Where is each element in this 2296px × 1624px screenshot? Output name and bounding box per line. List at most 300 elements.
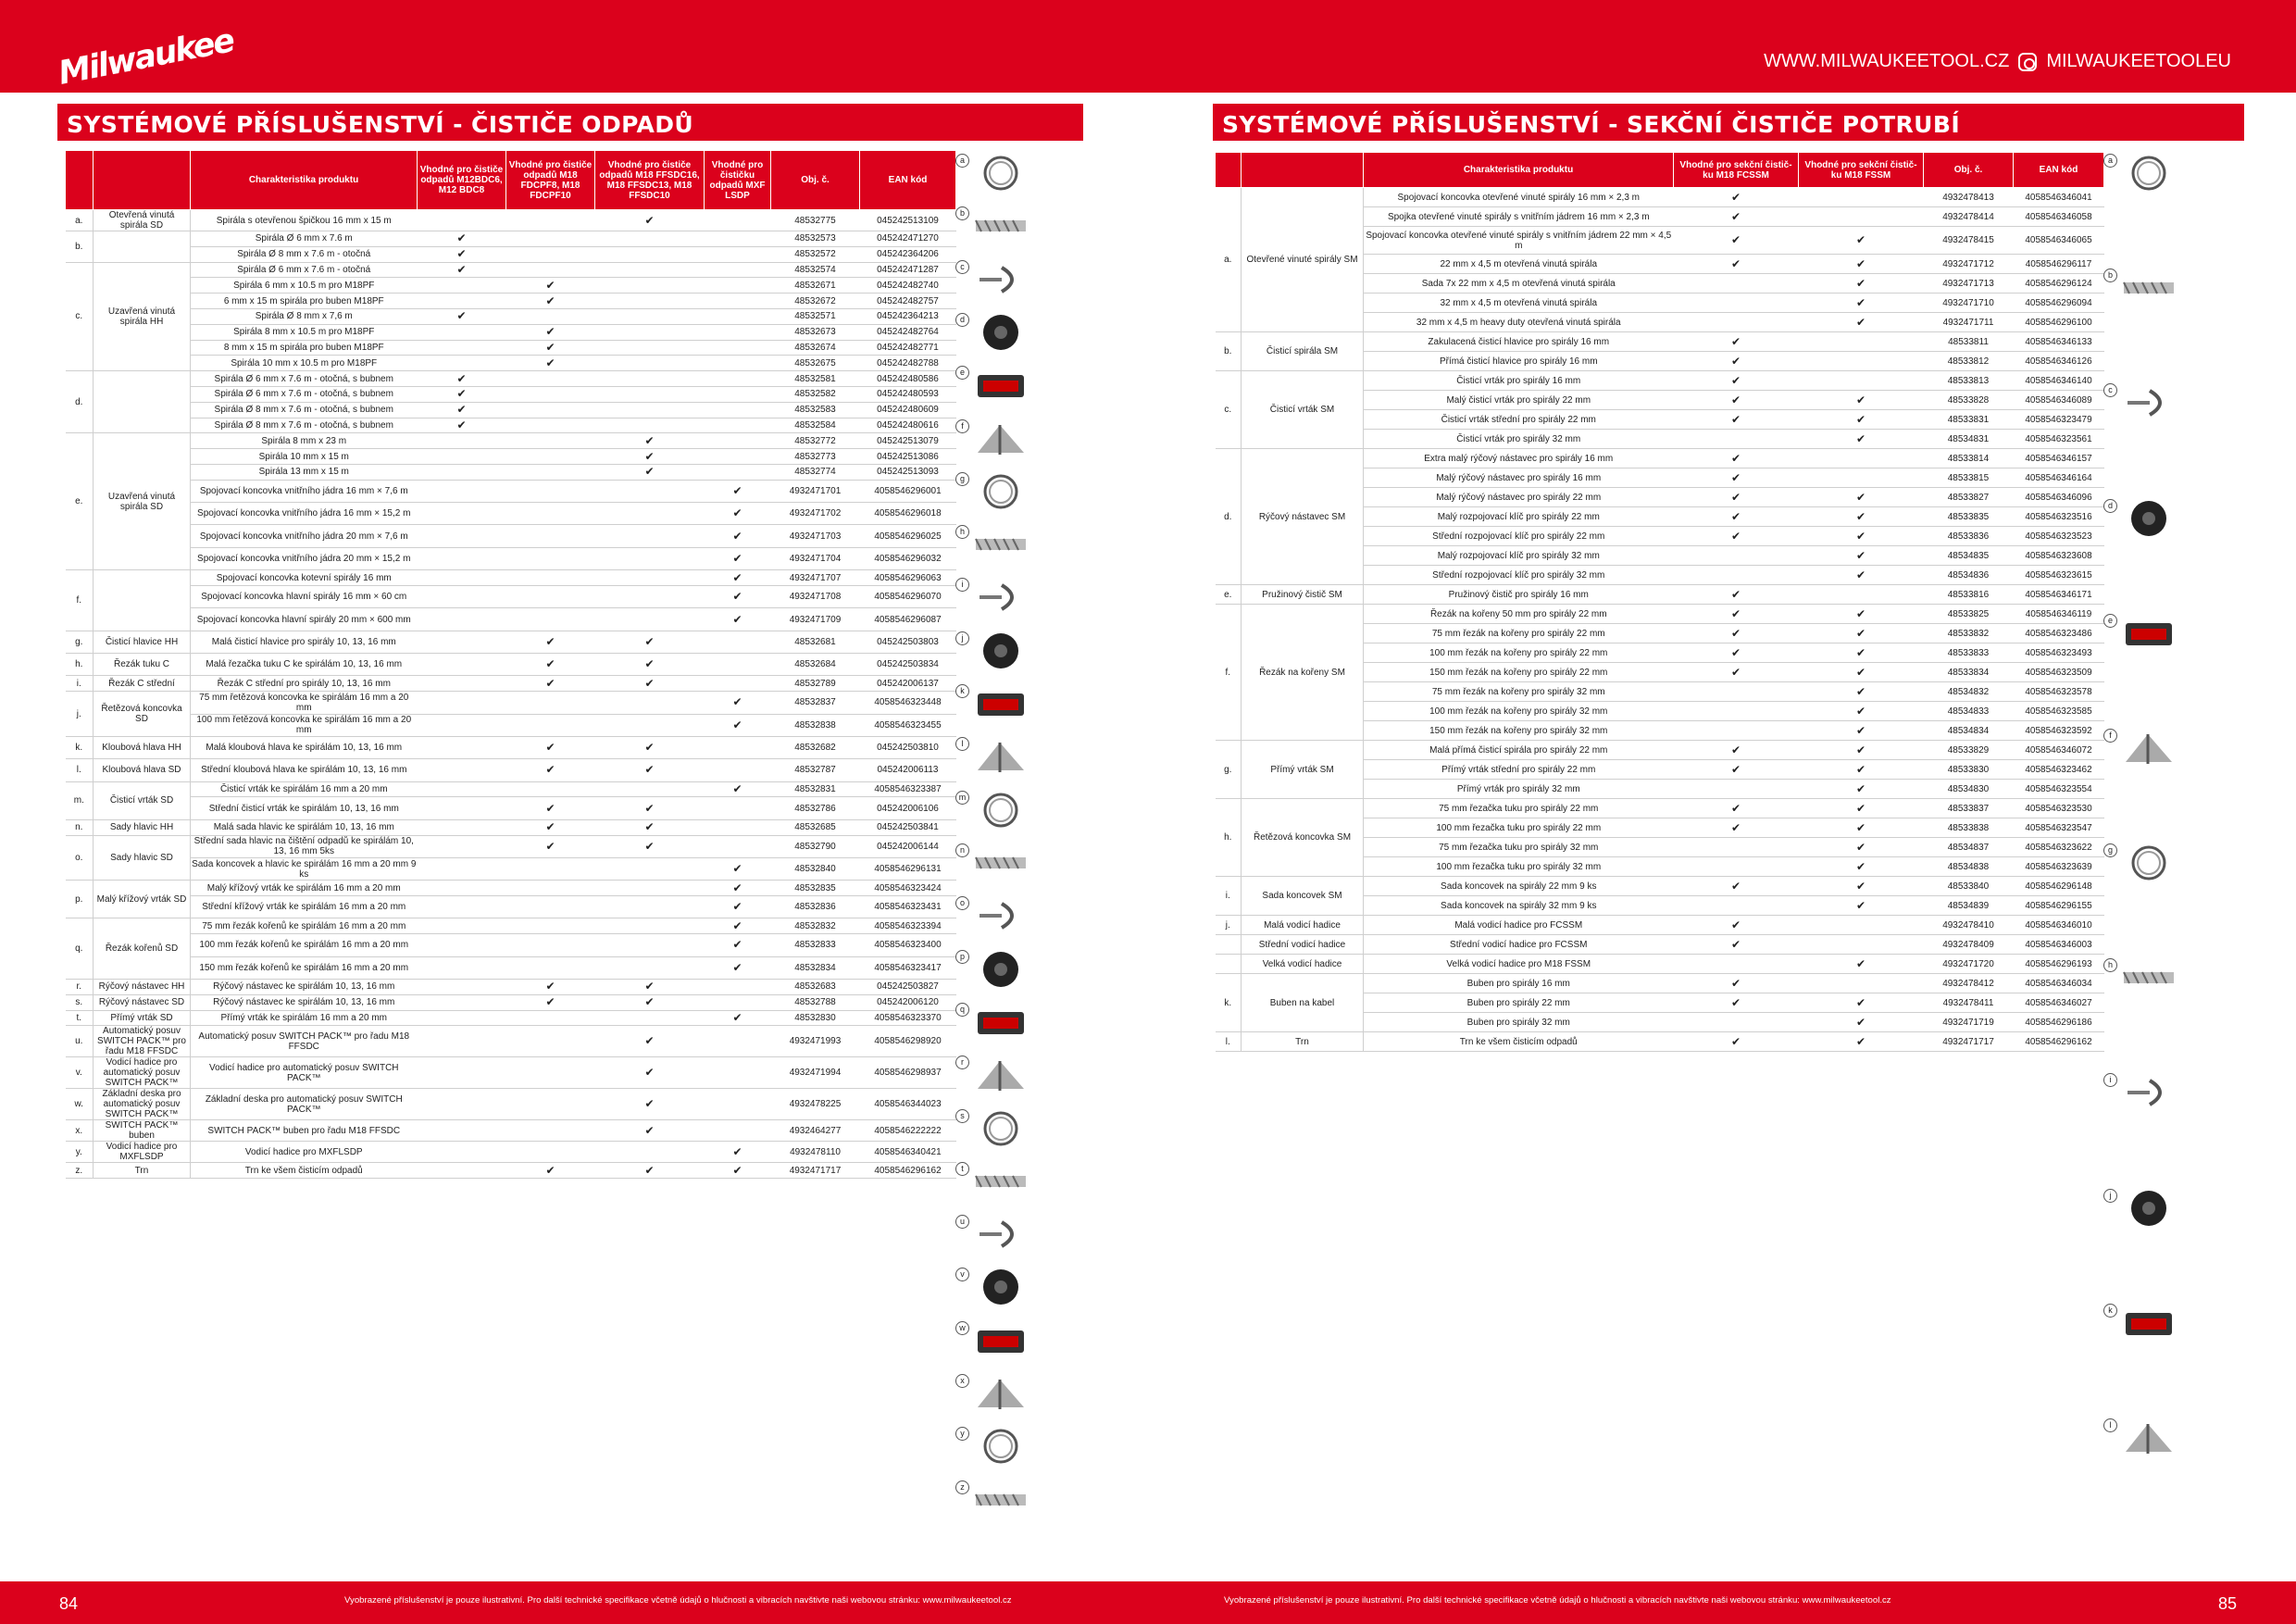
product-description: 75 mm řezák na kořeny pro spirály 22 mm [1364, 624, 1674, 643]
compatibility-check [705, 1120, 771, 1142]
ean-code: 4058546323417 [860, 956, 956, 979]
table-row [66, 1163, 956, 1179]
order-number: 4932471710 [1924, 294, 2014, 313]
order-number: 48532830 [771, 1010, 860, 1026]
order-number: 4932478410 [1924, 916, 2014, 935]
ean-code: 4058546222222 [860, 1120, 956, 1142]
product-thumbnail-icon [972, 205, 1029, 252]
compatibility-check: ✔ [1674, 643, 1799, 663]
compatibility-check [705, 371, 771, 387]
compatibility-check: ✔ [1674, 188, 1799, 207]
compatibility-check [506, 714, 595, 736]
compatibility-check [418, 210, 506, 231]
table-row [66, 340, 956, 356]
ean-code: 045242503810 [860, 736, 956, 758]
compatibility-check [418, 464, 506, 480]
compatibility-check [705, 654, 771, 676]
ean-code: 045242480609 [860, 402, 956, 418]
compatibility-check: ✔ [1799, 313, 1924, 332]
product-description: Malá čisticí hlavice pro spirály 10, 13, 16 mm [191, 631, 418, 653]
compatibility-check [506, 262, 595, 278]
compatibility-check [705, 246, 771, 262]
instagram-link[interactable]: MILWAUKEETOOLEU [2046, 51, 2231, 71]
compatibility-check [705, 819, 771, 835]
left-product-images [955, 152, 1076, 1550]
compatibility-check: ✔ [595, 797, 705, 819]
product-description: Spirála 6 mm x 10.5 m pro M18PF [191, 278, 418, 294]
top-bar [0, 0, 2296, 93]
image-letter-badge: b [2103, 269, 2117, 282]
table-row [66, 480, 956, 502]
header-ean: EAN kód [860, 151, 956, 210]
product-description: Rýčový nástavec ke spirálám 10, 13, 16 mm [191, 994, 418, 1010]
compatibility-check [1799, 352, 1924, 371]
order-number: 48532674 [771, 340, 860, 356]
compatibility-check: ✔ [1674, 527, 1799, 546]
compatibility-check [1799, 974, 1924, 993]
product-description: Spirála Ø 6 mm x 7.6 m [191, 231, 418, 247]
compatibility-check: ✔ [506, 994, 595, 1010]
product-description: Trn ke všem čisticím odpadů [1364, 1032, 1674, 1052]
group-letter: b. [66, 231, 94, 263]
ean-code: 4058546296094 [2014, 294, 2104, 313]
product-description: 150 mm řezák na kořeny pro spirály 22 mm [1364, 663, 1674, 682]
group-name: Buben na kabel [1242, 974, 1364, 1032]
compatibility-check [705, 676, 771, 692]
group-name: Řezák C střední [94, 676, 191, 692]
order-number: 48532837 [771, 692, 860, 714]
compatibility-check [1674, 313, 1799, 332]
compatibility-check [418, 547, 506, 569]
group-name: Rýčový nástavec HH [94, 980, 191, 995]
ean-code: 4058546346096 [2014, 488, 2104, 507]
compatibility-check: ✔ [1799, 255, 1924, 274]
product-description: 32 mm x 4,5 m heavy duty otevřená vinutá spirála [1364, 313, 1674, 332]
ean-code: 045242006137 [860, 676, 956, 692]
compatibility-check: ✔ [1799, 488, 1924, 507]
compatibility-check: ✔ [595, 654, 705, 676]
product-thumbnail-icon [2120, 1302, 2177, 1349]
product-description: 32 mm x 4,5 m otevřená vinutá spirála [1364, 294, 1674, 313]
header-blank [66, 151, 94, 210]
group-letter: j. [66, 692, 94, 737]
product-description: Střední rozpojovací klíč pro spirály 22 mm [1364, 527, 1674, 546]
table-row [66, 1010, 956, 1026]
compatibility-check: ✔ [418, 418, 506, 433]
compatibility-check: ✔ [595, 464, 705, 480]
ean-code: 4058546346171 [2014, 585, 2104, 605]
compatibility-check [506, 692, 595, 714]
order-number: 4932471708 [771, 585, 860, 607]
group-name: Pružinový čistič SM [1242, 585, 1364, 605]
order-number: 48532573 [771, 231, 860, 247]
ean-code: 4058546323431 [860, 896, 956, 918]
order-number: 4932471707 [771, 570, 860, 586]
group-name: Čisticí hlavice HH [94, 631, 191, 653]
group-letter: o. [66, 835, 94, 881]
order-number: 48532584 [771, 418, 860, 433]
table-row [66, 631, 956, 653]
compatibility-check: ✔ [595, 1026, 705, 1057]
table-row [66, 1057, 956, 1089]
compatibility-check [705, 340, 771, 356]
compatibility-check [705, 402, 771, 418]
compatibility-check: ✔ [1674, 974, 1799, 993]
compatibility-check [418, 1142, 506, 1163]
product-description: Buben pro spirály 32 mm [1364, 1013, 1674, 1032]
product-thumbnail-icon [972, 1160, 1029, 1207]
ean-code: 045242480586 [860, 371, 956, 387]
compatibility-check [705, 231, 771, 247]
milwaukee-logo: Milwaukee [55, 22, 237, 93]
compatibility-check [418, 1163, 506, 1179]
product-description: 6 mm x 15 m spirála pro buben M18PF [191, 294, 418, 309]
image-letter-badge: m [955, 791, 969, 805]
group-letter: l. [66, 759, 94, 781]
ean-code: 4058546296148 [2014, 877, 2104, 896]
product-description: Spojovací koncovka kotevní spirály 16 mm [191, 570, 418, 586]
group-name: Otevřená vinutá spirála SD [94, 210, 191, 231]
ean-code: 4058546346003 [2014, 935, 2104, 955]
compatibility-check: ✔ [506, 1163, 595, 1179]
image-letter-badge: c [955, 260, 969, 274]
compatibility-check [418, 881, 506, 896]
table-row [66, 585, 956, 607]
group-letter: s. [66, 994, 94, 1010]
product-thumbnail-icon [972, 470, 1029, 518]
product-description: 100 mm řezák kořenů ke spirálám 16 mm a 20 mm [191, 934, 418, 956]
compatibility-check: ✔ [705, 547, 771, 569]
image-letter-badge: b [955, 206, 969, 220]
compatibility-check [595, 231, 705, 247]
group-name [94, 371, 191, 433]
order-number: 4932471994 [771, 1057, 860, 1089]
image-letter-badge: c [2103, 383, 2117, 397]
product-description: Spojovací koncovka hlavní spirály 20 mm × 600 mm [191, 608, 418, 631]
product-description: 75 mm řetězová koncovka ke spirálám 16 mm a 20 mm [191, 692, 418, 714]
image-letter-badge: l [2103, 1418, 2117, 1432]
image-letter-badge: a [955, 154, 969, 168]
table-row [66, 736, 956, 758]
ean-code: 4058546298920 [860, 1026, 956, 1057]
compatibility-check: ✔ [1799, 682, 1924, 702]
compatibility-check [418, 736, 506, 758]
order-number: 4932471709 [771, 608, 860, 631]
product-description: Extra malý rýčový nástavec pro spirály 16 mm [1364, 449, 1674, 468]
table-row [1216, 1032, 2104, 1052]
compatibility-check: ✔ [595, 1057, 705, 1089]
order-number: 48533811 [1924, 332, 2014, 352]
group-name: Čisticí spirála SM [1242, 332, 1364, 371]
compatibility-check: ✔ [506, 676, 595, 692]
product-thumbnail-icon [972, 1479, 1029, 1526]
group-name: Otevřené vinuté spirály SM [1242, 188, 1364, 332]
compatibility-check [595, 1010, 705, 1026]
order-number: 4932478409 [1924, 935, 2014, 955]
product-description: Střední rozpojovací klíč pro spirály 32 mm [1364, 566, 1674, 585]
product-thumbnail-icon [2120, 1417, 2177, 1464]
compatibility-check: ✔ [705, 896, 771, 918]
compatibility-check: ✔ [1799, 838, 1924, 857]
table-row [66, 356, 956, 371]
product-description: Čisticí vrták pro spirály 16 mm [1364, 371, 1674, 391]
ean-code: 045242006113 [860, 759, 956, 781]
product-description: Spojovací koncovka vnitřního jádra 20 mm × 7,6 m [191, 525, 418, 547]
product-thumbnail-icon [972, 789, 1029, 836]
image-letter-badge: v [955, 1268, 969, 1281]
compatibility-check [506, 418, 595, 433]
order-number: 4932471720 [1924, 955, 2014, 974]
table-row [66, 570, 956, 586]
table-row [66, 386, 956, 402]
compatibility-check: ✔ [1799, 857, 1924, 877]
order-number: 48532838 [771, 714, 860, 736]
table-row [66, 246, 956, 262]
ean-code: 4058546340421 [860, 1142, 956, 1163]
product-description: Střední čisticí vrták ke spirálám 10, 13, 16 mm [191, 797, 418, 819]
product-thumbnail-icon [972, 682, 1029, 730]
compatibility-check [595, 934, 705, 956]
ean-code: 4058546296001 [860, 480, 956, 502]
ean-code: 4058546323479 [2014, 410, 2104, 430]
header-blank [94, 151, 191, 210]
compatibility-check [506, 308, 595, 324]
table-row [66, 294, 956, 309]
group-name: Vodicí hadice pro automatický posuv SWITCH PACK™ [94, 1057, 191, 1089]
image-letter-badge: y [955, 1427, 969, 1441]
compatibility-check [595, 585, 705, 607]
compatibility-check: ✔ [1674, 227, 1799, 255]
product-thumbnail-icon [972, 523, 1029, 570]
group-letter: z. [66, 1163, 94, 1179]
ean-code: 4058546323530 [2014, 799, 2104, 818]
table-row [66, 433, 956, 449]
order-number: 4932471701 [771, 480, 860, 502]
product-description: Řezák C střední pro spirály 10, 13, 16 mm [191, 676, 418, 692]
ean-code: 4058546296117 [2014, 255, 2104, 274]
ean-code: 4058546346027 [2014, 993, 2104, 1013]
compatibility-check [418, 1026, 506, 1057]
group-letter: k. [1216, 974, 1242, 1032]
group-name: Malý křížový vrták SD [94, 881, 191, 918]
compatibility-check: ✔ [705, 714, 771, 736]
compatibility-check [1674, 702, 1799, 721]
product-thumbnail-icon [972, 1001, 1029, 1048]
order-number: 48532773 [771, 449, 860, 465]
product-description: 150 mm řezák na kořeny pro spirály 32 mm [1364, 721, 1674, 741]
table-row [66, 262, 956, 278]
image-letter-badge: t [955, 1162, 969, 1176]
group-name: Čisticí vrták SD [94, 781, 191, 819]
order-number: 48533833 [1924, 643, 2014, 663]
product-description: Spojka otevřené vinuté spirály s vnitřním jádrem 16 mm × 2,3 m [1364, 207, 1674, 227]
order-number: 48532787 [771, 759, 860, 781]
compatibility-check [705, 324, 771, 340]
compatibility-check: ✔ [705, 918, 771, 934]
group-letter: c. [66, 262, 94, 371]
ean-code: 4058546323424 [860, 881, 956, 896]
product-description: Malý rozpojovací klíč pro spirály 32 mm [1364, 546, 1674, 566]
bottom-bar [0, 1581, 2296, 1624]
ean-code: 045242480616 [860, 418, 956, 433]
group-letter: f. [66, 570, 94, 631]
table-row [66, 759, 956, 781]
group-name: Řetězová koncovka SD [94, 692, 191, 737]
page-number-left: 84 [59, 1594, 79, 1613]
product-description: Střední vodicí hadice pro FCSSM [1364, 935, 1674, 955]
ean-code: 4058546346041 [2014, 188, 2104, 207]
product-description: Pružinový čistič pro spirály 16 mm [1364, 585, 1674, 605]
order-number: 4932471713 [1924, 274, 2014, 294]
table-row [66, 308, 956, 324]
product-description: 100 mm řezačka tuku pro spirály 32 mm [1364, 857, 1674, 877]
ean-code: 4058546346089 [2014, 391, 2104, 410]
order-number: 48533838 [1924, 818, 2014, 838]
ean-code: 4058546346133 [2014, 332, 2104, 352]
product-thumbnail-icon [972, 1266, 1029, 1313]
product-description: Čisticí vrták pro spirály 32 mm [1364, 430, 1674, 449]
product-description: 75 mm řezačka tuku pro spirály 32 mm [1364, 838, 1674, 857]
group-name: Střední vodicí hadice [1242, 935, 1364, 955]
ean-code: 045242513079 [860, 433, 956, 449]
product-description: 100 mm řetězová koncovka ke spirálám 16 mm a 20 mm [191, 714, 418, 736]
compatibility-check: ✔ [1674, 332, 1799, 352]
compatibility-check: ✔ [1799, 527, 1924, 546]
compatibility-check [418, 676, 506, 692]
compatibility-check [418, 1010, 506, 1026]
order-number: 4932471712 [1924, 255, 2014, 274]
compatibility-check: ✔ [418, 371, 506, 387]
product-description: Malá kloubová hlava ke spirálám 10, 13, 16 mm [191, 736, 418, 758]
order-number: 48532583 [771, 402, 860, 418]
product-description: Zakulacená čisticí hlavice pro spirály 16 mm [1364, 332, 1674, 352]
group-letter: i. [66, 676, 94, 692]
image-letter-badge: h [2103, 958, 2117, 972]
compatibility-check [595, 480, 705, 502]
group-letter: l. [1216, 1032, 1242, 1052]
website-link[interactable]: WWW.MILWAUKEETOOL.CZ [1764, 51, 2010, 71]
compatibility-check: ✔ [1799, 624, 1924, 643]
group-name: Sady hlavic HH [94, 819, 191, 835]
group-name: Čisticí vrták SM [1242, 371, 1364, 449]
ean-code: 4058546323387 [860, 781, 956, 797]
order-number: 48532833 [771, 934, 860, 956]
product-thumbnail-icon [972, 576, 1029, 623]
compatibility-check [705, 1026, 771, 1057]
compatibility-check: ✔ [1799, 896, 1924, 916]
order-number: 4932471993 [771, 1026, 860, 1057]
compatibility-check: ✔ [1799, 1032, 1924, 1052]
product-thumbnail-icon [972, 894, 1029, 942]
ean-code: 045242503841 [860, 819, 956, 835]
product-description: Automatický posuv SWITCH PACK™ pro řadu M18 FFSDC [191, 1026, 418, 1057]
product-description: Střední kloubová hlava ke spirálám 10, 13, 16 mm [191, 759, 418, 781]
group-letter: d. [1216, 449, 1242, 585]
order-number: 48532775 [771, 210, 860, 231]
compatibility-check [705, 797, 771, 819]
product-description: SWITCH PACK™ buben pro řadu M18 FFSDC [191, 1120, 418, 1142]
order-number: 48533831 [1924, 410, 2014, 430]
site-links [1764, 51, 2231, 72]
product-description: Spirála 13 mm x 15 m [191, 464, 418, 480]
group-letter: c. [1216, 371, 1242, 449]
ean-code: 4058546346010 [2014, 916, 2104, 935]
ean-code: 4058546323394 [860, 918, 956, 934]
product-thumbnail-icon [972, 364, 1029, 411]
product-description: 150 mm řezák kořenů ke spirálám 16 mm a 20 mm [191, 956, 418, 979]
table-row [66, 714, 956, 736]
group-letter: q. [66, 918, 94, 980]
product-thumbnail-icon [2120, 1187, 2177, 1234]
header-blank [1242, 153, 1364, 188]
compatibility-check [1799, 332, 1924, 352]
order-number: 4932478412 [1924, 974, 2014, 993]
table-row [1216, 371, 2104, 391]
ean-code: 4058546296100 [2014, 313, 2104, 332]
group-name: Velká vodicí hadice [1242, 955, 1364, 974]
product-description: 100 mm řezačka tuku pro spirály 22 mm [1364, 818, 1674, 838]
product-description: Sada koncovek na spirály 22 mm 9 ks [1364, 877, 1674, 896]
compatibility-check [506, 386, 595, 402]
compatibility-check: ✔ [1799, 799, 1924, 818]
header-compat-fcssm: Vhodné pro sekční čistič-ku M18 FCSSM [1674, 153, 1799, 188]
table-row [1216, 877, 2104, 896]
order-number: 48532835 [771, 881, 860, 896]
compatibility-check [705, 1089, 771, 1120]
compatibility-check [418, 1057, 506, 1089]
product-description: Malý rozpojovací klíč pro spirály 22 mm [1364, 507, 1674, 527]
table-row [1216, 188, 2104, 207]
compatibility-check: ✔ [1674, 760, 1799, 780]
ean-code: 4058546296162 [2014, 1032, 2104, 1052]
table-row [66, 918, 956, 934]
compatibility-check [506, 881, 595, 896]
product-description: Přímý vrták střední pro spirály 22 mm [1364, 760, 1674, 780]
compatibility-check [705, 262, 771, 278]
order-number: 4932478110 [771, 1142, 860, 1163]
ean-code: 4058546323585 [2014, 702, 2104, 721]
compatibility-check [1799, 468, 1924, 488]
compatibility-check [418, 797, 506, 819]
table-row [66, 547, 956, 569]
order-number: 48533816 [1924, 585, 2014, 605]
product-thumbnail-icon [972, 418, 1029, 465]
compatibility-check [1674, 566, 1799, 585]
ean-code: 4058546323578 [2014, 682, 2104, 702]
table-row [66, 797, 956, 819]
image-letter-badge: r [955, 1056, 969, 1069]
table-row [66, 608, 956, 631]
ean-code: 4058546346126 [2014, 352, 2104, 371]
ean-code: 4058546323486 [2014, 624, 2104, 643]
product-thumbnail-icon [972, 1213, 1029, 1260]
header-product: Charakteristika produktu [191, 151, 418, 210]
order-number: 48533814 [1924, 449, 2014, 468]
ean-code: 4058546346164 [2014, 468, 2104, 488]
product-description: Malý čisticí vrták pro spirály 22 mm [1364, 391, 1674, 410]
compatibility-check: ✔ [595, 1120, 705, 1142]
product-thumbnail-icon [972, 630, 1029, 677]
sewer-machine-accessories-table [1215, 152, 2104, 1052]
compatibility-check: ✔ [506, 759, 595, 781]
product-description: Přímá čisticí hlavice pro spirály 16 mm [1364, 352, 1674, 371]
compatibility-check: ✔ [506, 324, 595, 340]
compatibility-check: ✔ [1674, 799, 1799, 818]
compatibility-check [1674, 838, 1799, 857]
group-letter: n. [66, 819, 94, 835]
group-name: Trn [94, 1163, 191, 1179]
group-letter: p. [66, 881, 94, 918]
